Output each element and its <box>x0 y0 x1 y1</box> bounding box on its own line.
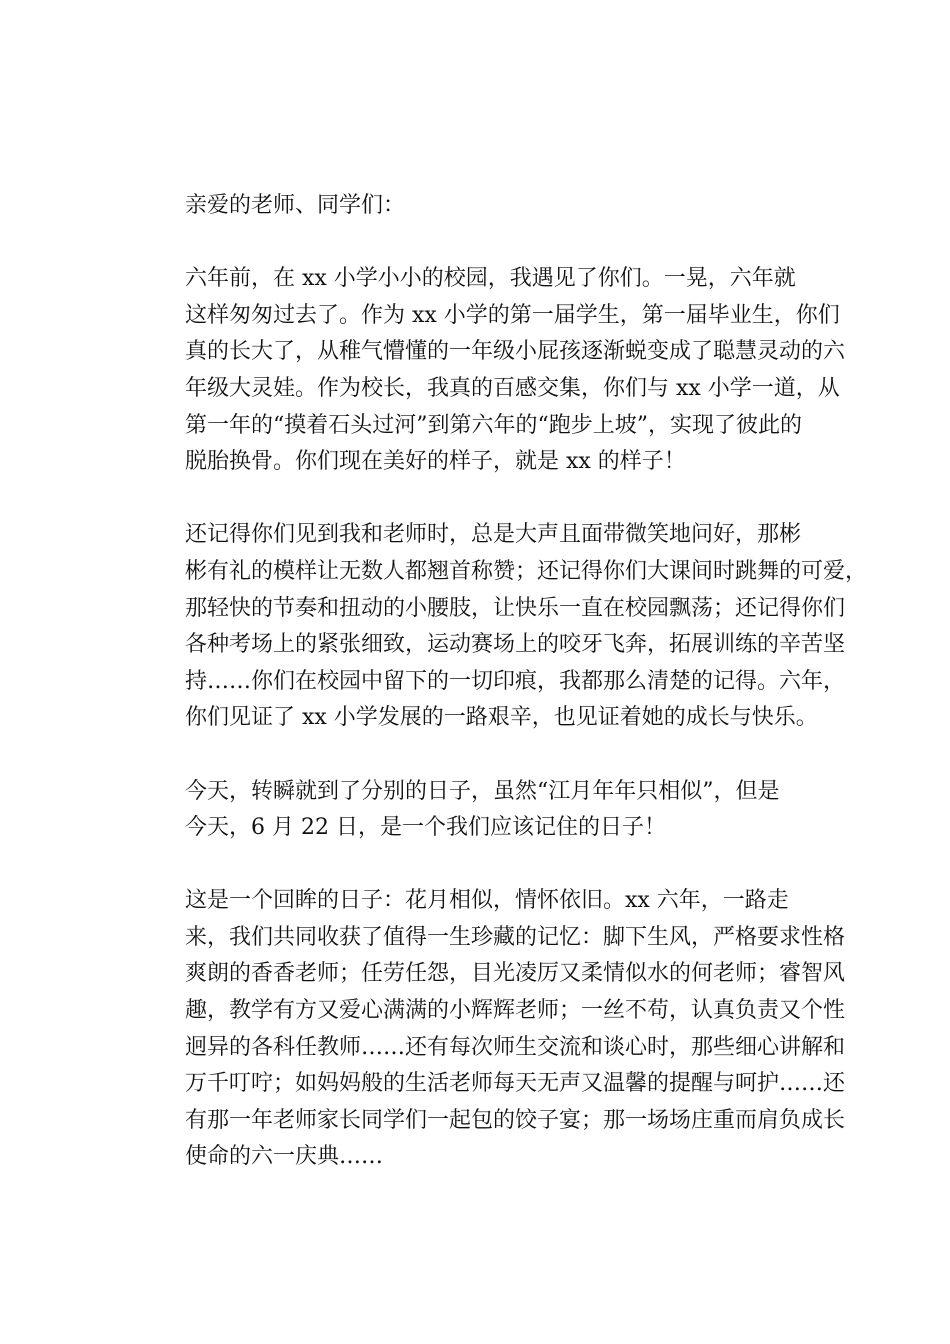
paragraph-line: 六年前，在 xx 小学小小的校园，我遇见了你们。一晃，六年就 <box>185 266 796 292</box>
paragraph-line: 那轻快的节奏和扭动的小腰肢，让快乐一直在校园飘荡；还记得你们 <box>185 595 846 621</box>
paragraph-line: 今天，6 月 22 日，是一个我们应该记住的日子！ <box>185 815 666 841</box>
document-body <box>141 188 868 1176</box>
paragraph-line: 使命的六一庆典…… <box>185 1144 384 1170</box>
paragraph-line: 彬有礼的模样让无数人都翘首称赞；还记得你们大课间时跳舞的可爱， <box>185 558 868 584</box>
paragraph-line: 各种考场上的紧张细致，运动赛场上的咬牙飞奔，拓展训练的辛苦坚 <box>185 632 846 658</box>
paragraph-line: 你们见证了 xx 小学发展的一路艰辛，也见证着她的成长与快乐。 <box>185 705 818 731</box>
paragraph-line: 年级大灵娃。作为校长，我真的百感交集，你们与 xx 小学一道，从 <box>185 375 840 401</box>
salutation: 亲爱的老师、同学们： <box>185 193 406 218</box>
paragraph-line: 持……你们在校园中留下的一切印痕，我都那么清楚的记得。六年， <box>185 668 846 694</box>
paragraph-line: 今天，转瞬就到了分别的日子，虽然“江月年年只相似”，但是 <box>185 778 780 804</box>
paragraph-line: 脱胎换骨。你们现在美好的样子，就是 xx 的样子！ <box>185 449 686 475</box>
paragraph-3 <box>141 774 815 847</box>
paragraph-line: 趣，教学有方又爱心满满的小辉辉老师；一丝不苟，认真负责又个性 <box>185 998 846 1024</box>
paragraph-line: 迥异的各科任教师……还有每次师生交流和谈心时，那些细心讲解和 <box>185 1034 846 1060</box>
paragraph-1 <box>141 261 846 481</box>
paragraph-line: 爽朗的香香老师；任劳任怨，目光凌厉又柔情似水的何老师；睿智风 <box>185 961 846 987</box>
paragraph-line: 这是一个回眸的日子：花月相似，情怀依旧。xx 六年，一路走 <box>185 888 789 914</box>
paragraph-line: 有那一年老师家长同学们一起包的饺子宴；那一场场庄重而肩负成长 <box>185 1107 846 1133</box>
paragraph-2 <box>141 517 868 737</box>
paragraph-4 <box>141 883 846 1176</box>
paragraph-line: 还记得你们见到我和老师时，总是大声且面带微笑地问好，那彬 <box>185 522 802 548</box>
paragraph-line: 真的长大了，从稚气懵懂的一年级小屁孩逐渐蜕变成了聪慧灵动的六 <box>185 339 846 365</box>
paragraph-line: 万千叮咛；如妈妈般的生活老师每天无声又温馨的提醒与呵护……还 <box>185 1071 846 1097</box>
paragraph-line: 这样匆匆过去了。作为 xx 小学的第一届学生，第一届毕业生，你们 <box>185 302 840 328</box>
paragraph-line: 第一年的“摸着石头过河”到第六年的“跑步上坡”，实现了彼此的 <box>185 412 802 438</box>
paragraph-line: 来，我们共同收获了值得一生珍藏的记忆：脚下生风，严格要求性格 <box>185 924 846 950</box>
